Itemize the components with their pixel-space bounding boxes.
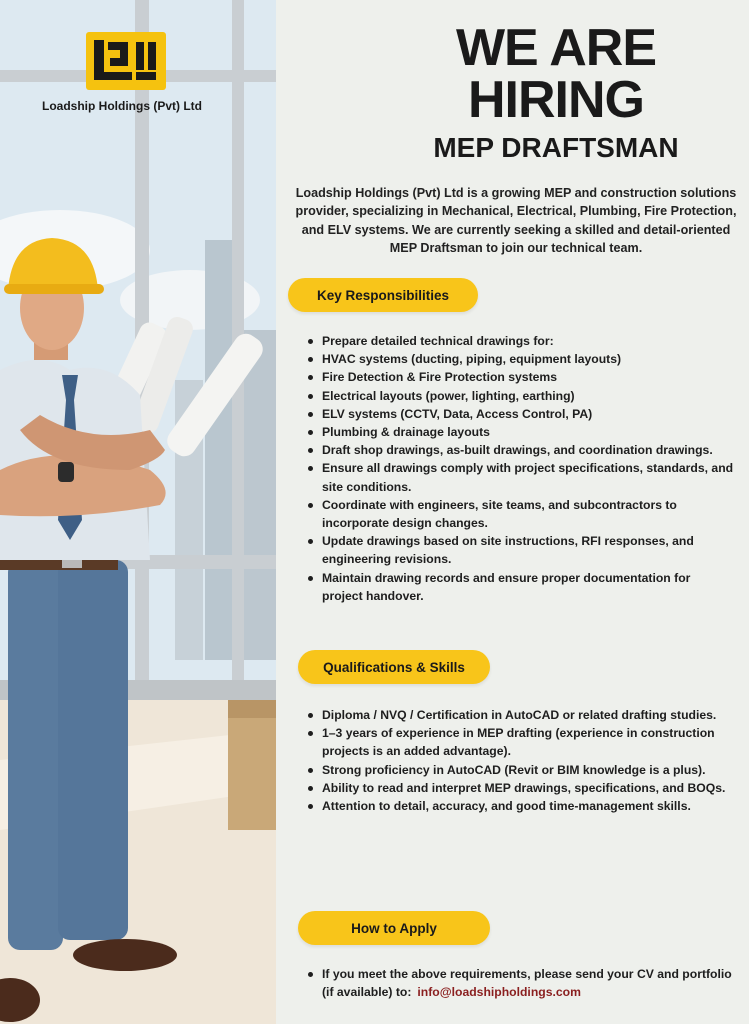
list-item: Diploma / NVQ / Certification in AutoCAD or related drafting studies.	[304, 706, 734, 724]
list-item: 1–3 years of experience in MEP drafting (experience in construction projects is an added advantage).	[304, 724, 734, 760]
headline-line-1: WE ARE	[455, 19, 657, 77]
engineer-illustration	[0, 0, 276, 1024]
intro-paragraph: Loadship Holdings (Pvt) Ltd is a growing MEP and construction solutions provider, specializing in Mechanical, Electrical, Plumbing, Fire Protection, and ELV systems. We are currently seeking a skilled and detail-oriented MEP Draftsman to join our technical team.	[295, 186, 737, 256]
responsibilities-heading: Key Responsibilities	[288, 278, 478, 312]
list-item: Ability to read and interpret MEP drawings, specifications, and BOQs.	[304, 779, 734, 797]
list-item: Update drawings based on site instructions, RFI responses, and engineering revisions.	[304, 532, 734, 568]
apply-list	[304, 965, 744, 1001]
list-item: Electrical layouts (power, lighting, earthing)	[304, 387, 734, 405]
list-item: Prepare detailed technical drawings for:	[304, 332, 734, 350]
how-to-apply-heading: How to Apply	[298, 911, 490, 945]
loadship-logo-icon	[86, 32, 166, 90]
list-item: Plumbing & drainage layouts	[304, 423, 734, 441]
job-posting	[276, 0, 749, 1024]
contact-email-link[interactable]: info@loadshipholdings.com	[417, 985, 581, 1000]
list-item: ELV systems (CCTV, Data, Access Control, PA)	[304, 405, 734, 423]
qualifications-list	[304, 706, 734, 815]
position-title: MEP DRAFTSMAN	[433, 132, 679, 163]
company-name: Loadship Holdings (Pvt) Ltd	[42, 99, 202, 113]
list-item: Coordinate with engineers, site teams, and subcontractors to incorporate design changes.	[304, 496, 734, 532]
list-item: Attention to detail, accuracy, and good time-management skills.	[304, 797, 734, 815]
qualifications-heading: Qualifications & Skills	[298, 650, 490, 684]
illustration-panel	[0, 0, 276, 1024]
responsibilities-list	[304, 332, 734, 605]
apply-instructions: If you meet the above requirements, please send your CV and portfolio (if available) to:	[322, 967, 732, 1000]
list-item: HVAC systems (ducting, piping, equipment layouts)	[304, 350, 734, 368]
list-item: Draft shop drawings, as-built drawings, and coordination drawings.	[304, 441, 734, 459]
list-item: Strong proficiency in AutoCAD (Revit or BIM knowledge is a plus).	[304, 761, 734, 779]
list-item: Maintain drawing records and ensure proper documentation for project handover.	[304, 569, 734, 605]
headline-line-2: HIRING	[468, 71, 644, 129]
list-item	[304, 965, 744, 1001]
list-item: Fire Detection & Fire Protection systems	[304, 368, 734, 386]
list-item: Ensure all drawings comply with project specifications, standards, and site conditions.	[304, 459, 734, 495]
